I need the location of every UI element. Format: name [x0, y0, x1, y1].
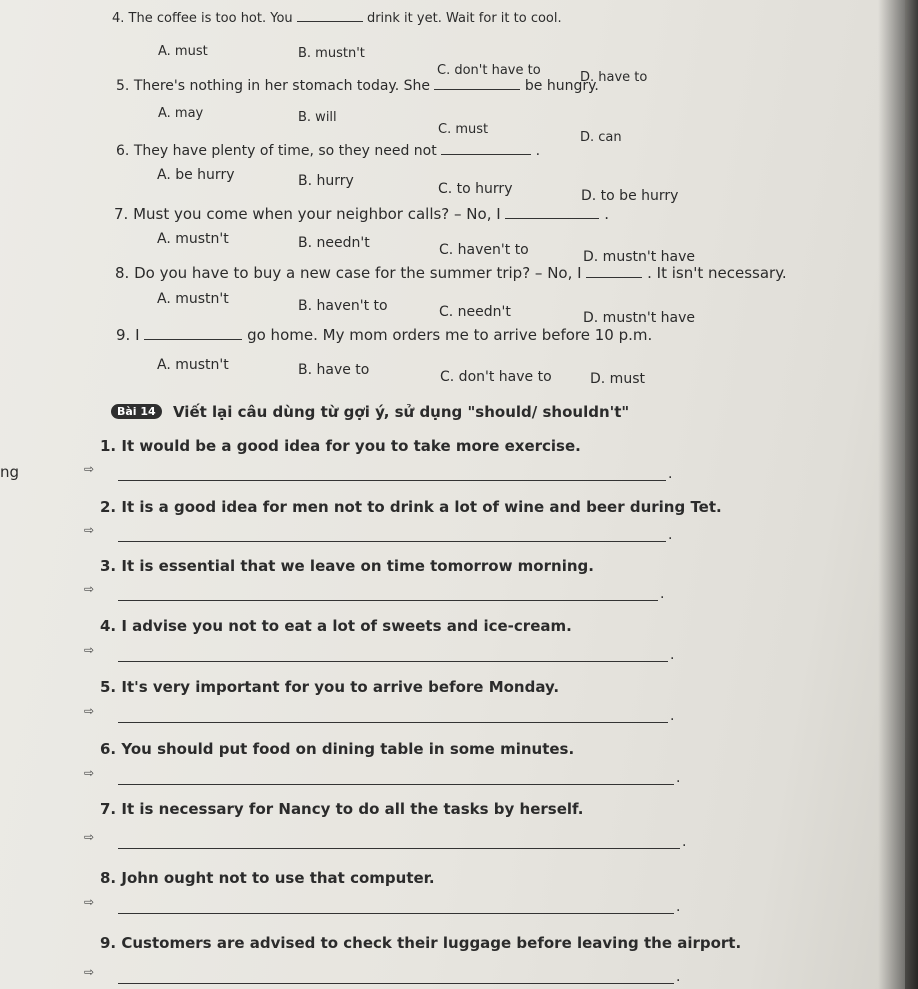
question-stem: There's nothing in her stomach today. She [133, 78, 430, 94]
period-mark: . [676, 899, 681, 915]
period-mark: . [676, 969, 681, 985]
question-stem-end: . It isn't necessary. [647, 264, 787, 282]
option-d: D. mustn't have [583, 310, 695, 326]
rewrite-sentence: It's very important for you to arrive before Monday. [121, 678, 560, 696]
option-c: C. to hurry [438, 181, 513, 197]
answer-blank [505, 218, 599, 219]
option-b: B. have to [298, 362, 370, 378]
question-7 [114, 205, 609, 223]
rewrite-number: 4. [100, 617, 117, 635]
arrow-icon: ⇨ [84, 895, 95, 909]
page-edge-shadow [878, 0, 918, 989]
option-c: C. needn't [439, 304, 511, 320]
question-stem: Do you have to buy a new case for the summer trip? – No, I [134, 264, 582, 282]
rewrite-sentence: It is essential that we leave on time tomorrow morning. [121, 557, 594, 575]
question-stem-end: . [604, 205, 609, 223]
rewrite-sentence: Customers are advised to check their luggage before leaving the airport. [121, 934, 742, 952]
option-d: D. to be hurry [581, 188, 679, 204]
option-b: B. needn't [298, 235, 370, 251]
rewrite-number: 1. [100, 437, 117, 455]
period-mark: . [668, 466, 673, 482]
answer-line[interactable] [118, 480, 666, 481]
option-a: A. mustn't [157, 357, 229, 373]
option-b: B. will [298, 110, 337, 125]
option-b: B. hurry [298, 173, 354, 189]
arrow-icon: ⇨ [84, 523, 95, 537]
option-b: B. haven't to [298, 298, 388, 314]
rewrite-sentence: You should put food on dining table in some minutes. [121, 740, 575, 758]
question-number: 6. [116, 143, 130, 159]
question-stem-end: drink it yet. Wait for it to cool. [366, 11, 562, 26]
arrow-icon: ⇨ [84, 830, 95, 844]
rewrite-number: 7. [100, 800, 117, 818]
option-a: A. must [158, 44, 208, 59]
rewrite-number: 8. [100, 869, 117, 887]
answer-blank [434, 89, 520, 90]
answer-blank [297, 21, 363, 22]
question-stem: They have plenty of time, so they need not [133, 143, 437, 159]
option-a: A. may [158, 106, 204, 121]
question-4 [112, 11, 562, 26]
answer-line[interactable] [118, 784, 674, 785]
arrow-icon: ⇨ [84, 965, 95, 979]
question-stem-end: be hungry. [524, 78, 599, 94]
question-number: 4. [112, 11, 125, 26]
rewrite-sentence: John ought not to use that computer. [121, 869, 435, 887]
rewrite-question-3 [100, 557, 594, 575]
question-stem-end: go home. My mom orders me to arrive before 10 p.m. [247, 326, 653, 344]
answer-blank [144, 339, 242, 340]
rewrite-question-2 [100, 498, 722, 516]
section-title: Viết lại câu dùng từ gợi ý, sử dụng "should/ shouldn't" [172, 403, 630, 421]
arrow-icon: ⇨ [84, 704, 95, 718]
option-b: B. mustn't [298, 46, 365, 61]
option-c: C. don't have to [437, 63, 541, 78]
option-d: D. have to [580, 70, 648, 85]
period-mark: . [682, 834, 687, 850]
exercise-badge: Bài 14 [111, 404, 162, 419]
rewrite-sentence: It is a good idea for men not to drink a lot of wine and beer during Tet. [121, 498, 722, 516]
arrow-icon: ⇨ [84, 462, 95, 476]
period-mark: . [660, 586, 665, 602]
option-a: A. mustn't [157, 291, 229, 307]
answer-line[interactable] [118, 541, 666, 542]
option-c: C. don't have to [440, 369, 552, 385]
question-8 [115, 264, 787, 282]
period-mark: . [676, 770, 681, 786]
section-heading [111, 403, 629, 421]
answer-blank [586, 277, 642, 278]
answer-line[interactable] [118, 661, 668, 662]
option-c: C. haven't to [439, 242, 529, 258]
option-d: D. mustn't have [583, 249, 695, 265]
margin-text: ng [0, 463, 20, 481]
rewrite-number: 5. [100, 678, 117, 696]
question-number: 7. [114, 205, 129, 223]
rewrite-sentence: It is necessary for Nancy to do all the tasks by herself. [121, 800, 584, 818]
rewrite-question-4 [100, 617, 572, 635]
rewrite-question-5 [100, 678, 559, 696]
option-d: D. can [580, 130, 622, 145]
question-9 [116, 326, 652, 344]
option-a: A. be hurry [157, 167, 235, 183]
rewrite-sentence: It would be a good idea for you to take more exercise. [121, 437, 581, 455]
arrow-icon: ⇨ [84, 582, 95, 596]
question-6 [116, 143, 540, 159]
option-c: C. must [438, 122, 489, 137]
answer-line[interactable] [118, 848, 680, 849]
question-stem-end: . [535, 143, 541, 159]
answer-line[interactable] [118, 722, 668, 723]
rewrite-number: 2. [100, 498, 117, 516]
answer-blank [441, 154, 531, 155]
rewrite-number: 3. [100, 557, 117, 575]
arrow-icon: ⇨ [84, 643, 95, 657]
rewrite-sentence: I advise you not to eat a lot of sweets and ice-cream. [121, 617, 572, 635]
rewrite-number: 6. [100, 740, 117, 758]
period-mark: . [668, 527, 673, 543]
question-stem: I [135, 326, 140, 344]
question-number: 9. [116, 326, 131, 344]
answer-line[interactable] [118, 983, 674, 984]
question-stem: The coffee is too hot. You [128, 11, 293, 26]
rewrite-question-8 [100, 869, 435, 887]
option-a: A. mustn't [157, 231, 229, 247]
arrow-icon: ⇨ [84, 766, 95, 780]
rewrite-question-9 [100, 934, 741, 952]
rewrite-number: 9. [100, 934, 117, 952]
question-stem: Must you come when your neighbor calls? – No, I [133, 205, 501, 223]
answer-line[interactable] [118, 600, 658, 601]
question-number: 5. [116, 78, 130, 94]
option-d: D. must [590, 371, 645, 387]
rewrite-question-7 [100, 800, 583, 818]
rewrite-question-1 [100, 437, 581, 455]
period-mark: . [670, 647, 675, 663]
question-number: 8. [115, 264, 130, 282]
answer-line[interactable] [118, 913, 674, 914]
period-mark: . [670, 708, 675, 724]
rewrite-question-6 [100, 740, 574, 758]
question-5 [116, 78, 599, 94]
